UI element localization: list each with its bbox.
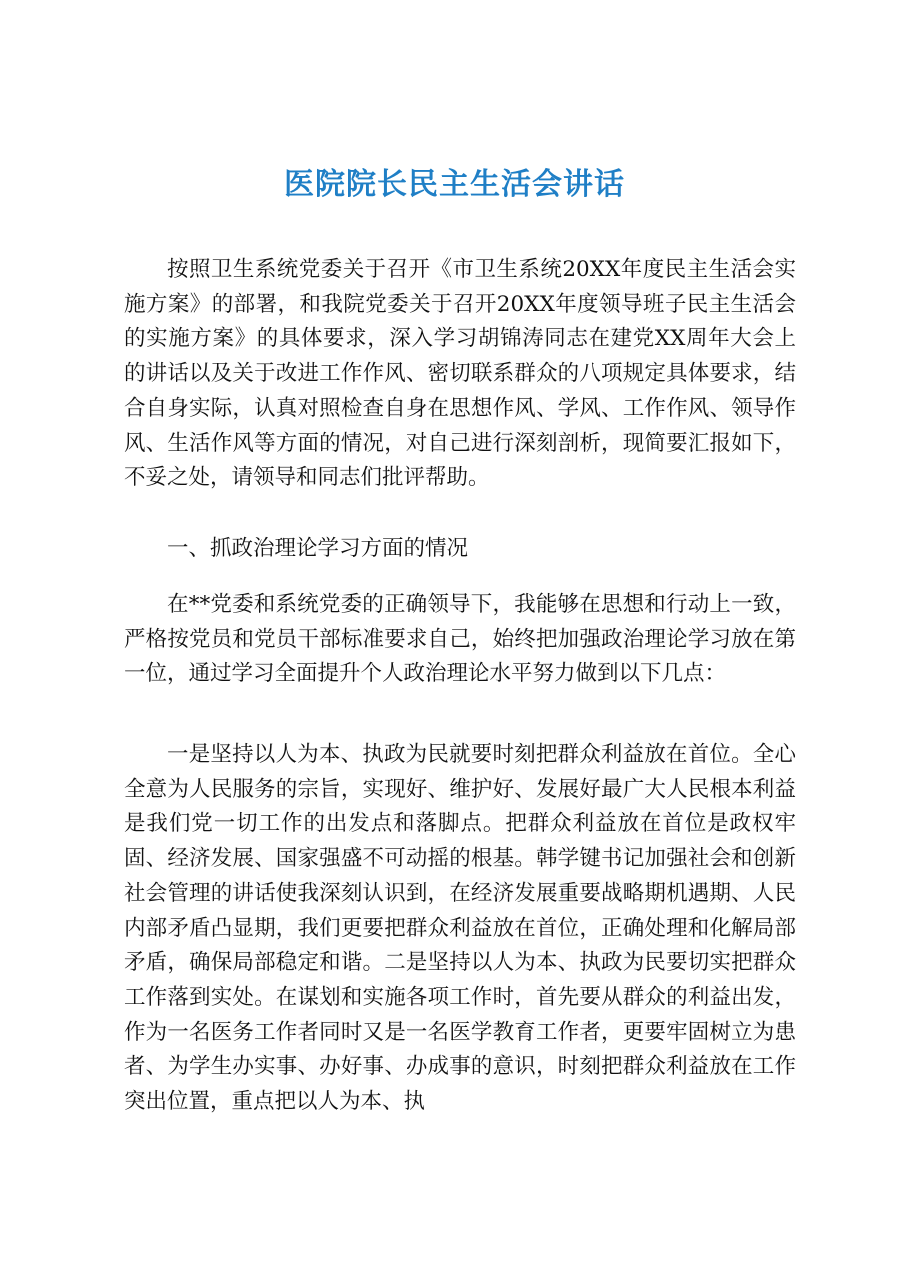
section-heading-text: 一、抓政治理论学习方面的情况 bbox=[167, 536, 469, 561]
paragraph-text: 一是坚持以人为本、执政为民就要时刻把群众利益放在首位。全心全意为人民服务的宗旨，实现好、维护好、发展好最广大人民根本利益是我们党一切工作的出发点和落脚点。把群众利益放在首位是政权牢固、经济发展、国家强盛不可动摇的根基。韩学键书记加强社会和创新社会管理的讲话使我深刻认识到，在经济发展重要战略期机遇期、人民内部矛盾凸显期，我们更要把群众利益放在首位，正确处理和化解局部矛盾，确保局部稳定和谐。二是坚持以人为本、执政为民要切实把群众工作落到实处。在谋划和实施各项工作时，首先要从群众的利益出发，作为一名医务工作者同时又是一名医学教育工作者，更要牢固树立为患者、为学生办实事、办好事、办成事的意识，时刻把群众利益放在工作突出位置，重点把以人为本、执 bbox=[124, 742, 796, 1115]
paragraph-leadership bbox=[124, 588, 796, 692]
paragraph-text: 按照卫生系统党委关于召开《市卫生系统20XX年度民主生活会实施方案》的部署，和我院党委关于召开20XX年度领导班子民主生活会的实施方案》的具体要求，深入学习胡锦涛同志在建党XX周年大会上的讲话以及关于改进工作作风、密切联系群众的八项规定具体要求，结合自身实际，认真对照检查自身在思想作风、学风、工作作风、领导作风、生活作风等方面的情况，对自己进行深刻剖析，现简要汇报如下，不妥之处，请领导和同志们批评帮助。 bbox=[124, 257, 796, 491]
section-heading bbox=[124, 532, 796, 567]
paragraph-intro bbox=[124, 253, 796, 496]
paragraph-text: 在**党委和系统党委的正确领导下，我能够在思想和行动上一致，严格按党员和党员干部标准要求自己，始终把加强政治理论学习放在第一位，通过学习全面提升个人政治理论水平努力做到以下几点： bbox=[124, 592, 796, 687]
paragraph-points bbox=[124, 738, 796, 1120]
document-title: 医院院长民主生活会讲话 bbox=[284, 167, 625, 202]
